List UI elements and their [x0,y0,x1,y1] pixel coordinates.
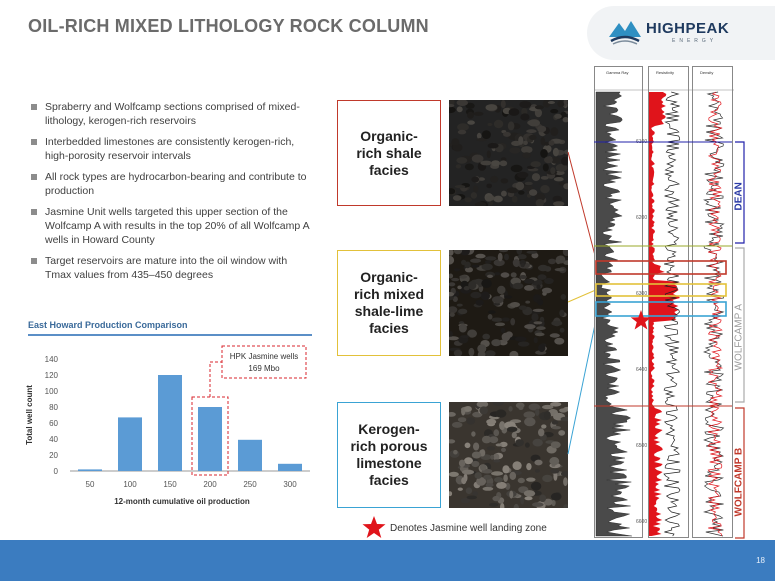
y-tick-label: 20 [49,451,58,460]
bullet-item: All rock types are hydrocarbon-bearing and contribute to production [31,170,311,198]
depth-label: 6300 [636,291,648,297]
facies-label-line: Organic- [360,127,418,144]
legend-star-icon [362,515,386,539]
facies-label-line: facies [369,472,409,488]
x-tick-label: 300 [283,480,297,489]
mountain-logo-icon [607,17,643,45]
bar-250 [238,440,262,471]
logo-brand: HIGHPEAK [646,20,730,37]
rock-sample-shale-image [449,100,568,206]
facies-label-line: facies [369,320,409,336]
zone-label-dean: DEAN [733,182,745,211]
y-tick-label: 40 [49,435,58,444]
depth-label: 6600 [636,519,648,525]
facies-label-line: rich shale [356,144,422,161]
depth-label: 6100 [636,139,648,145]
facies-label-line: limestone [356,455,422,471]
facies-label-line: rich porous [350,438,428,454]
logo-subtext: ENERGY [672,38,718,44]
depth-label: 6200 [636,215,648,221]
y-tick-label: 0 [53,467,58,476]
y-tick-label: 140 [44,355,58,364]
annotation-box [222,346,306,378]
log-header-gamma: Gamma Ray [606,70,629,75]
annotation-line-1: HPK Jasmine wells [229,352,299,361]
bullet-item: Target reservoirs are mature into the oil window with Tmax values from 435–450 degrees [31,254,311,282]
log-header-resistivity: Resistivity [656,70,675,75]
facies-label-line: Organic- [360,269,418,285]
bullet-list [31,100,311,289]
bullet-item: Jasmine Unit wells targeted this upper section of the Wolfcamp A with results in the top 20% of all Wolfcamp A wells in Howard County [31,205,311,247]
x-tick-label: 50 [85,480,95,489]
facies-label-line: rich mixed [353,286,425,302]
facies-box-mixed [337,250,441,356]
production-bar-chart [20,340,320,520]
legend-text: Denotes Jasmine well landing zone [390,523,547,534]
x-tick-label: 250 [243,480,257,489]
facies-label-line: Kerogen- [358,421,420,437]
facies-label-line: facies [369,161,409,178]
y-tick-label: 100 [44,387,58,396]
depth-label: 6500 [636,443,648,449]
facies-box-shale [337,100,441,206]
log-header-density: Density [700,70,714,75]
well-log [594,66,744,538]
bullet-item: Interbedded limestones are consistently kerogen-rich, high-porosity reservoir intervals [31,135,311,163]
bar-50 [78,469,102,471]
bar-200 [198,407,222,471]
chart-section-title: East Howard Production Comparison [28,320,188,330]
rock-sample-mixed-image [449,250,568,356]
facies-label-line: shale-lime [354,303,424,319]
page-number: 18 [756,556,765,565]
x-axis-title: 12-month cumulative oil production [114,497,250,506]
rock-sample-limestone-image [449,402,568,508]
depth-label: 6400 [636,367,648,373]
y-axis-title: Total well count [25,385,34,445]
x-tick-label: 100 [123,480,137,489]
bar-100 [118,417,142,471]
section-divider [28,334,312,336]
zone-label-wolfcamp-b: WOLFCAMP B [733,447,745,517]
page-title: OIL-RICH MIXED LITHOLOGY ROCK COLUMN [28,16,429,36]
x-tick-label: 150 [163,480,177,489]
annotation-line-2: 169 Mbo [248,364,280,373]
y-tick-label: 60 [49,419,58,428]
bar-150 [158,375,182,471]
y-tick-label: 120 [44,371,58,380]
bar-300 [278,464,302,471]
y-tick-label: 80 [49,403,58,412]
footer-bar [0,540,775,581]
zone-label-wolfcamp-a: WOLFCAMP A [733,304,745,371]
facies-box-limestone [337,402,441,508]
bullet-item: Spraberry and Wolfcamp sections comprised of mixed-lithology, kerogen-rich reservoirs [31,100,311,128]
x-tick-label: 200 [203,480,217,489]
